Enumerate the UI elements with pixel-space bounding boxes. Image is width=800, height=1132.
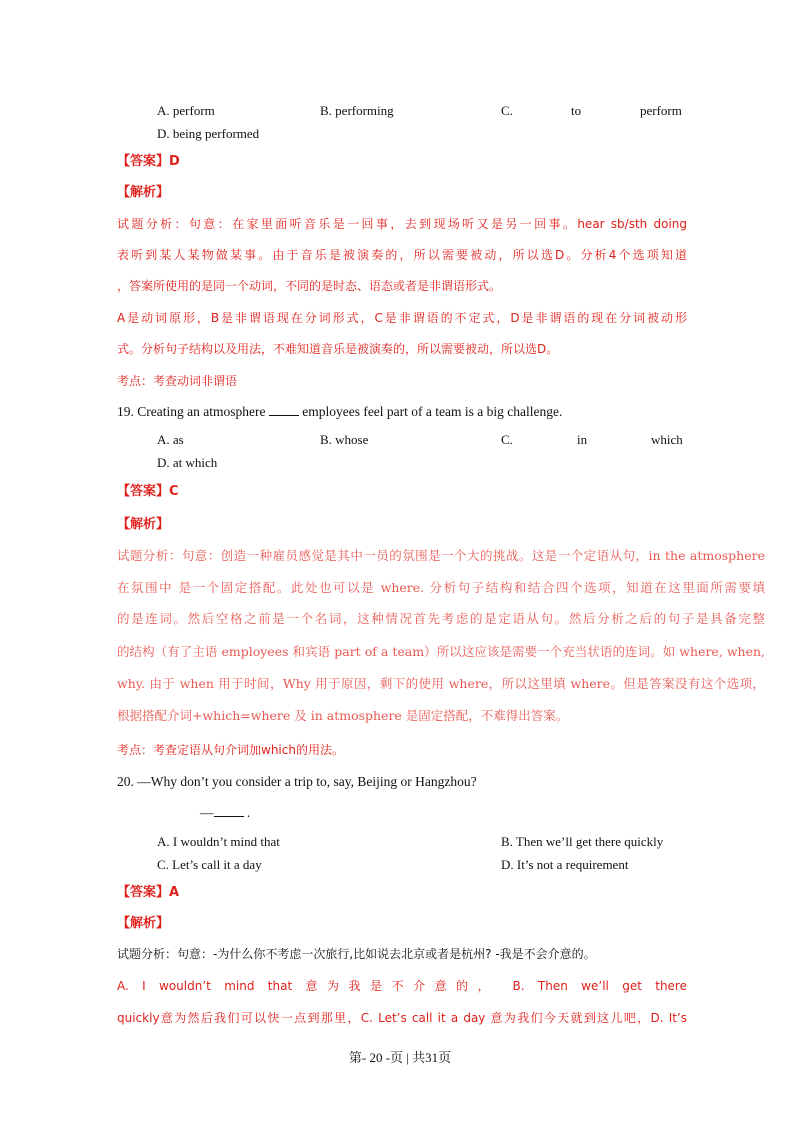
q20-blank xyxy=(214,804,244,817)
q19-stem-end: employees feel part of a team is a big challenge. xyxy=(302,404,563,419)
q19-option-c-word1: in xyxy=(577,432,588,447)
q18-analysis-line-1: 试题分析：句意：在家里面听音乐是一回事，去到现场听又是另一回事。hear sb/sth doing xyxy=(117,217,687,231)
q19-option-a: A. as xyxy=(157,432,184,447)
q18-analysis-label: 【解析】 xyxy=(117,185,170,200)
q18-analysis-line-4: A是动词原形，B是非谓语现在分词形式，C是非谓语的不定式，D是非谓语的现在分词被动形 xyxy=(117,311,687,325)
q19-analysis-line-2: 在氛围中 是一个固定搭配。此处也可以是 where. 分析句子结构和结合四个选项，知道在这里面所需要填 xyxy=(117,580,765,595)
q18-analysis-line-2: 表听到某人某物做某事。由于音乐是被演奏的，所以需要被动，所以选D。分析4个选项知道 xyxy=(117,248,687,262)
q18-analysis-line-5: 式。分析句子结构以及用法，不难知道音乐是被演奏的，所以需要被动，所以选D。 xyxy=(117,342,559,356)
q19-option-b: B. whose xyxy=(320,432,369,447)
q19-analysis-line-6: 根据搭配介词+which=where 及 in atmosphere 是固定搭配，不难得出答案。 xyxy=(117,708,569,723)
q19-analysis-line-4: 的结构（有了主语 employees 和宾语 part of a team）所以这应该是需要一个充当状语的连词。如 where, when, xyxy=(117,644,765,659)
q20-option-a: A. I wouldn’t mind that xyxy=(157,834,280,849)
q19-point: 考点：考查定语从句介词加which的用法。 xyxy=(117,743,344,757)
q18-option-d: D. being performed xyxy=(157,126,260,141)
q19-analysis-line-5: why. 由于 when 用于时间，Why 用于原因，剩下的使用 where，所以这里填 where。但是答案没有这个选项， xyxy=(117,676,765,691)
q18-analysis-line-3: ，答案所使用的是同一个动词，不同的是时态、语态或者是非谓语形式。 xyxy=(117,279,502,293)
q20-analysis-line-2: A. I wouldn’t mind that 意为我是不介意的， B. Then we’ll get there xyxy=(117,979,687,993)
q20-answer: 【答案】A xyxy=(117,885,180,900)
q19-stem xyxy=(117,403,562,420)
q20-option-d: D. It’s not a requirement xyxy=(501,857,629,872)
q19-option-c-letter: C. xyxy=(501,432,513,447)
q20-option-c: C. Let’s call it a day xyxy=(157,857,262,872)
q19-answer: 【答案】C xyxy=(117,484,179,499)
q18-point: 考点：考查动词非谓语 xyxy=(117,374,238,388)
q18-option-c-word2: perform xyxy=(640,103,682,118)
q20-reply xyxy=(200,804,250,821)
q19-blank xyxy=(269,403,299,416)
page-footer: 第- 20 -页 | 共31页 xyxy=(348,1050,452,1065)
q20-reply-end: . xyxy=(246,805,251,820)
q18-option-b: B. performing xyxy=(320,103,394,118)
q20-reply-dash: — xyxy=(200,805,214,820)
q20-stem: 20. —Why don’t you consider a trip to, say, Beijing or Hangzhou? xyxy=(117,774,477,789)
q18-option-a: A. perform xyxy=(157,103,215,118)
q19-analysis-line-3: 的是连词。然后空格之前是一个名词，这种情况首先考虑的是定语从句。然后分析之后的句子是具备完整 xyxy=(117,611,765,626)
q20-option-b: B. Then we’ll get there quickly xyxy=(501,834,664,849)
q20-analysis-line-1: 试题分析：句意：-为什么你不考虑一次旅行,比如说去北京或者是杭州? -我是不会介意的。 xyxy=(117,947,596,961)
q19-option-d: D. at which xyxy=(157,455,218,470)
q20-analysis-label: 【解析】 xyxy=(117,916,170,931)
q19-analysis-label: 【解析】 xyxy=(117,517,170,532)
q19-stem-start: 19. Creating an atmosphere xyxy=(117,404,266,419)
q20-analysis-line-3: quickly意为然后我们可以快一点到那里，C. Let’s call it a day 意为我们今天就到这儿吧，D. It’s xyxy=(117,1011,687,1025)
q19-analysis-line-1: 试题分析：句意：创造一种雇员感觉是其中一员的氛围是一个大的挑战。这是一个定语从句，in the atmosphere xyxy=(117,548,765,563)
q19-option-c-word2: which xyxy=(651,432,683,447)
q18-option-c-letter: C. xyxy=(501,103,513,118)
q18-answer: 【答案】D xyxy=(117,154,180,169)
q18-option-c-word1: to xyxy=(571,103,582,118)
